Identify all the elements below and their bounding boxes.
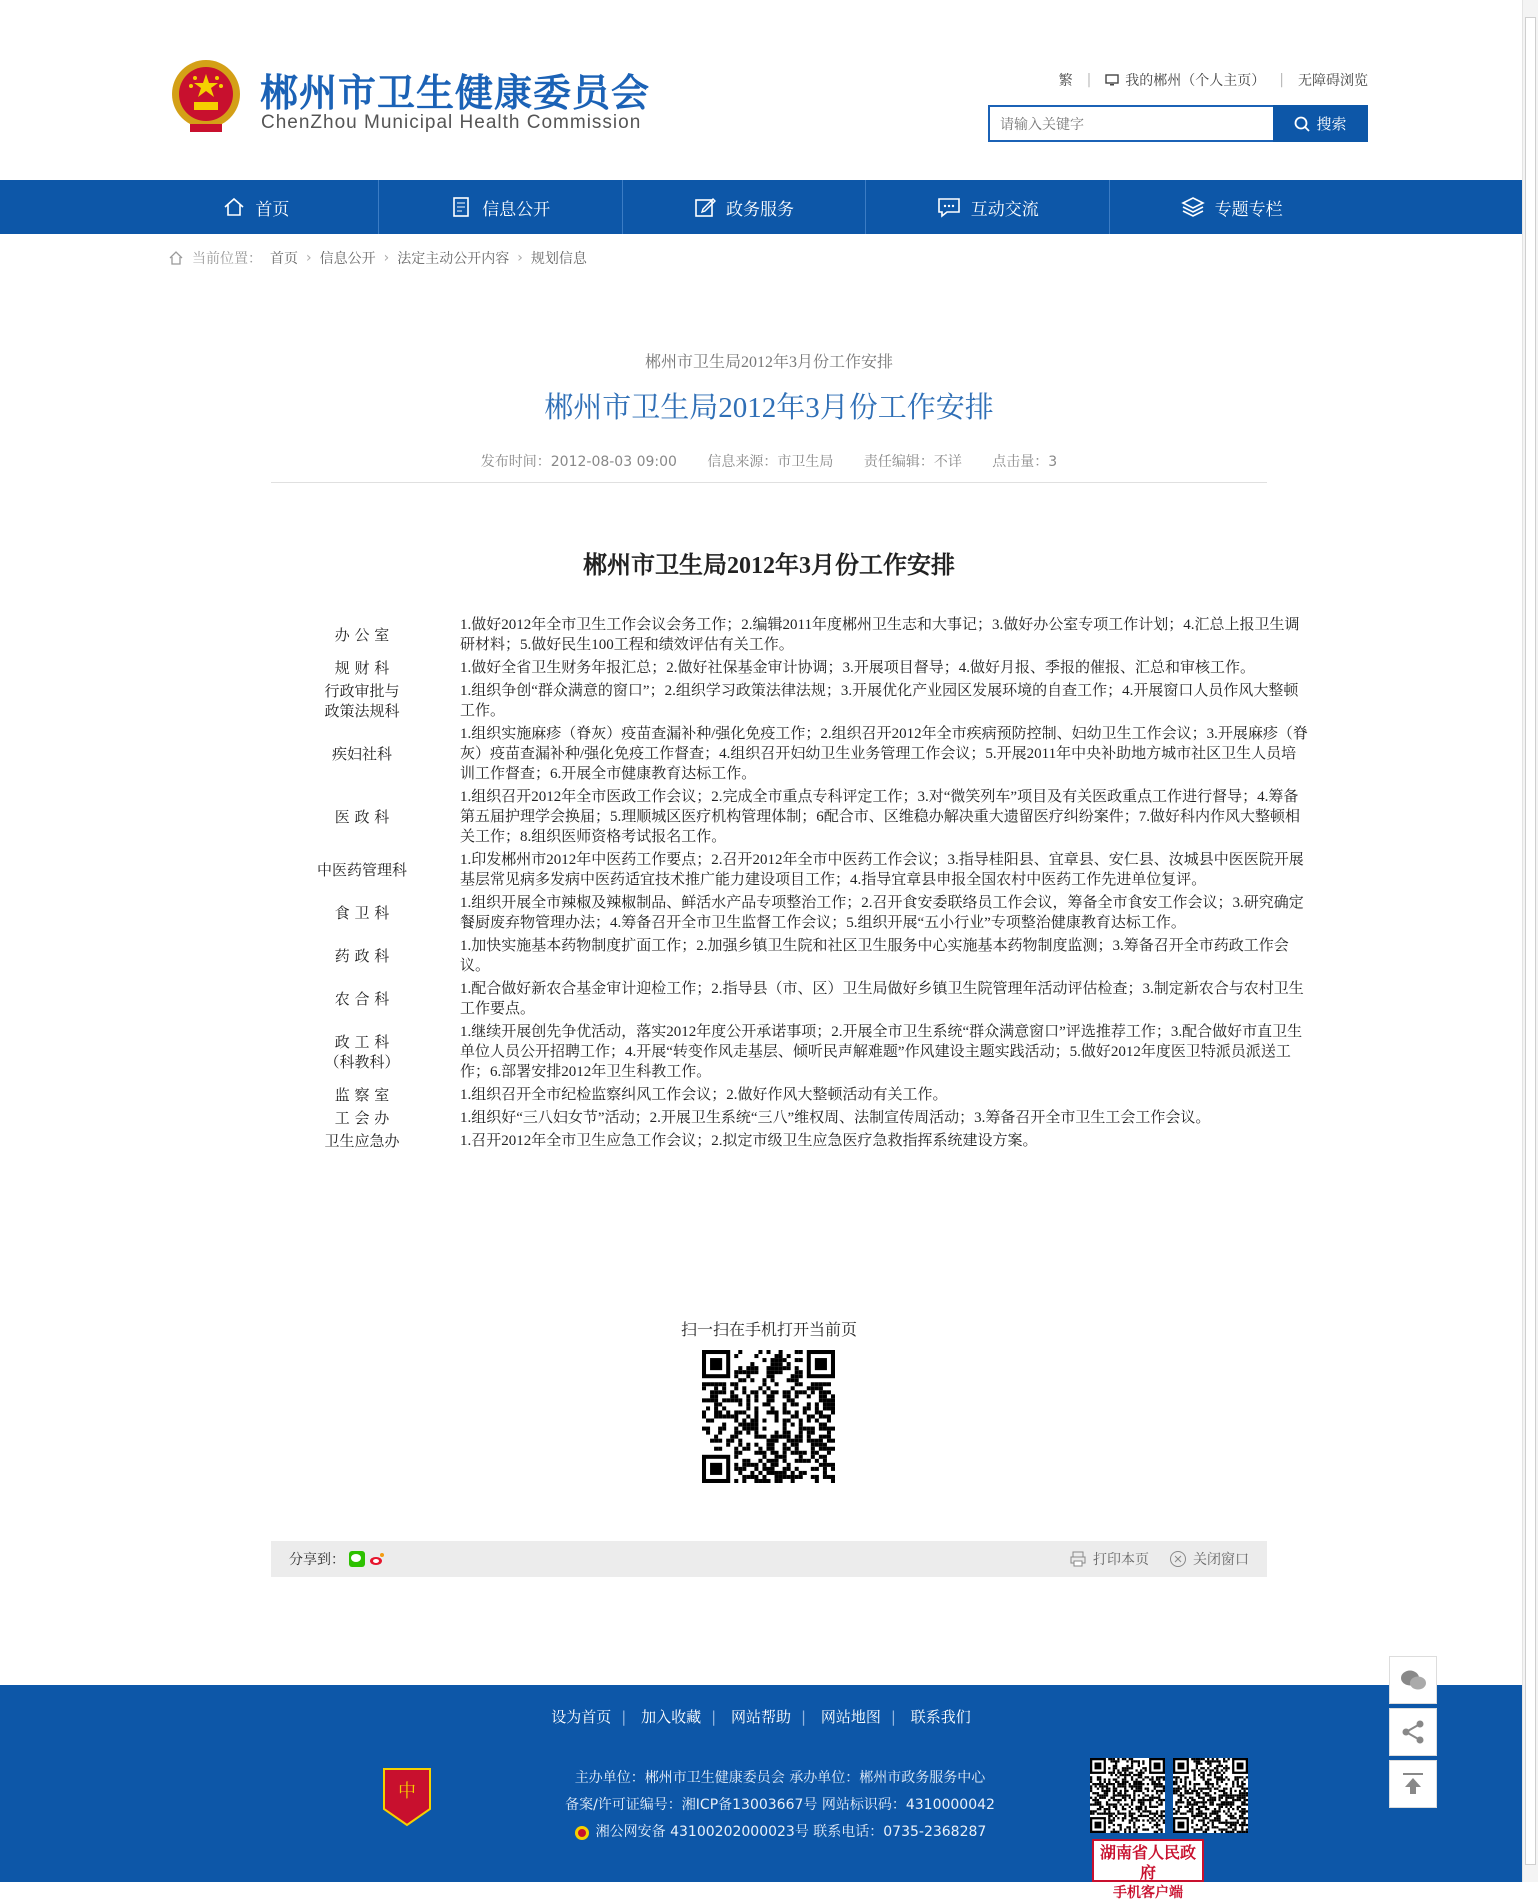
footer-link-contact[interactable]: 联系我们 — [910, 1708, 971, 1726]
breadcrumb-prefix: 当前位置： — [192, 251, 262, 267]
qr-code-icon — [1090, 1758, 1165, 1833]
gov-app-line1: 湖南省人民政府 — [1099, 1843, 1196, 1882]
footer-icp: 备案/许可证编号：湘ICP备13003667号 网站标识码：4310000042 — [565, 1797, 995, 1813]
side-float-buttons — [1389, 1656, 1437, 1812]
printer-icon — [1069, 1550, 1087, 1568]
footer-police-text: 湘公网安备 43100202000023号 联系电话：0735-2368287 — [595, 1824, 987, 1840]
share-button[interactable] — [1389, 1708, 1437, 1756]
task-text: 1.印发郴州市2012年中医药工作要点；2.召开2012年全市中医药工作会议；3.指导桂阳县、宜章县、安仁县、汝城县中医医院开展基层常见病多发病中医药适宜技术推广能力建设项目工作；4.指导宜章县申报全国农村中医药工作先进单位复评。 — [460, 852, 1304, 888]
scroll-thumb[interactable] — [1525, 17, 1536, 1865]
home-icon — [223, 196, 245, 218]
publish-time: 发布时间：2012-08-03 09:00 — [480, 454, 677, 470]
site-header — [0, 0, 1538, 180]
nav-item-label: 政务服务 — [725, 199, 794, 220]
wechat-icon[interactable] — [349, 1551, 365, 1567]
task-row — [300, 1085, 1310, 1105]
site-title[interactable]: 郴州市卫生健康委员会 — [260, 71, 651, 115]
nav-item-special-topics[interactable] — [1110, 180, 1353, 234]
document-icon — [450, 196, 472, 218]
search-icon — [1294, 116, 1310, 132]
chevron-right-icon: › — [517, 250, 523, 266]
task-dept: 工 会 办 — [334, 1109, 390, 1127]
divider: | — [1086, 72, 1092, 88]
task-text: 1.加快实施基本药物制度扩面工作；2.加强乡镇卫生院和社区卫生服务中心实施基本药物制度监测；3.筹备召开全市药政工作会议。 — [460, 938, 1289, 974]
click-count: 点击量：3 — [992, 454, 1058, 470]
task-dept: 卫生应急办 — [324, 1132, 400, 1150]
task-dept: 行政审批与 政策法规科 — [324, 682, 400, 720]
task-row — [300, 1022, 1310, 1082]
task-dept: 监 察 室 — [334, 1086, 390, 1104]
print-label: 打印本页 — [1093, 1552, 1149, 1568]
wechat-share-button[interactable] — [1389, 1656, 1437, 1704]
search-input[interactable] — [988, 105, 1273, 142]
chevron-right-icon: › — [306, 250, 312, 266]
search-box — [988, 105, 1368, 142]
footer-police — [520, 1819, 1040, 1846]
task-text: 1.召开2012年全市卫生应急工作会议；2.拟定市级卫生应急医疗急救指挥系统建设方案。 — [460, 1133, 1038, 1149]
home-icon — [168, 250, 184, 266]
gov-app-line2: 手机客户端 — [1113, 1885, 1183, 1901]
task-text: 1.组织召开全市纪检监察纠风工作会议；2.做好作风大整顿活动有关工作。 — [460, 1087, 948, 1103]
svg-text:中: 中 — [398, 1781, 416, 1802]
breadcrumb-item-planning[interactable]: 规划信息 — [530, 251, 587, 267]
arrow-up-icon — [1400, 1771, 1426, 1797]
back-to-top-button[interactable] — [1389, 1760, 1437, 1808]
footer-info — [520, 1765, 1040, 1846]
wechat-icon — [1399, 1668, 1427, 1692]
party-gov-badge-icon[interactable] — [380, 1765, 434, 1829]
nav-item-info-disclosure[interactable] — [379, 180, 623, 234]
nav-item-home[interactable] — [135, 180, 379, 234]
my-chenzhou-link[interactable] — [1105, 70, 1265, 90]
task-row — [300, 979, 1310, 1019]
task-text: 1.组织争创“群众满意的窗口”；2.组织学习政策法律法规；3.开展优化产业园区发展环境的自查工作；4.开展窗口人员作风大整顿工作。 — [460, 683, 1299, 719]
nav-item-label: 专题专栏 — [1214, 199, 1283, 220]
task-row — [300, 893, 1310, 933]
source: 信息来源：市卫生局 — [707, 454, 834, 470]
breadcrumb-item-statutory[interactable]: 法定主动公开内容 — [397, 251, 510, 267]
task-row — [300, 936, 1310, 976]
national-emblem-icon — [168, 54, 244, 136]
search-button-label: 搜索 — [1316, 115, 1347, 133]
footer-link-sitemap[interactable]: 网站地图 — [820, 1708, 881, 1726]
close-icon — [1169, 1550, 1187, 1568]
editor: 责任编辑：不详 — [863, 454, 962, 470]
task-text: 1.组织实施麻疹（脊灰）疫苗查漏补种/强化免疫工作；2.组织召开2012年全市疾病预防控制、妇幼卫生工作会议；3.开展麻疹（脊灰）疫苗查漏补种/强化免疫工作督查；4.组织召开妇幼卫生业务管理工作会议；5.开展2011年中央补助地方城市社区卫生人员培训工作督查；6.开展全市健康教育达标工作。 — [460, 726, 1308, 782]
chat-icon — [937, 196, 961, 218]
nav-item-label: 互动交流 — [970, 199, 1039, 220]
search-button[interactable] — [1273, 105, 1368, 142]
task-text: 1.组织召开2012年全市医政工作会议；2.完成全市重点专科评定工作；3.对“微笑列车”项目及有关医政重点工作进行督导；4.筹备第五届护理学会换届；5.理顺城区医疗机构管理体制；6配合市、区维稳办解决重大遗留医疗纠纷案件；7.做好科内作风大整顿相关工作；8.组织医师资格考试报名工作。 — [460, 789, 1301, 845]
article-subtitle: 郴州市卫生局2012年3月份工作安排 — [644, 354, 893, 371]
task-dept: 农 合 科 — [334, 990, 390, 1008]
task-row — [300, 724, 1310, 784]
close-label: 关闭窗口 — [1193, 1552, 1249, 1568]
hunan-gov-app-badge[interactable] — [1092, 1839, 1204, 1901]
task-dept: 食 卫 科 — [334, 904, 390, 922]
task-dept: 办 公 室 — [334, 626, 390, 644]
task-text: 1.做好全省卫生财务年报汇总；2.做好社保基金审计协调；3.开展项目督导；4.做好月报、季报的催报、汇总和审核工作。 — [460, 660, 1256, 676]
breadcrumb-item-info[interactable]: 信息公开 — [319, 251, 376, 267]
qr-code-icon — [702, 1350, 835, 1483]
police-badge-icon — [574, 1825, 590, 1841]
task-text: 1.配合做好新农合基金审计迎检工作；2.指导县（市、区）卫生局做好乡镇卫生院管理年活动评估检查；3.制定新农合与农村卫生工作要点。 — [460, 981, 1304, 1017]
top-links — [1059, 70, 1368, 90]
site-subtitle: ChenZhou Municipal Health Commission — [261, 112, 642, 133]
main-nav — [0, 180, 1522, 234]
task-table — [300, 615, 1310, 1154]
footer-links: 设为首页 | 加入收藏 | 网站帮助 | 网站地图 | 联系我们 — [551, 1708, 971, 1726]
divider — [271, 482, 1267, 483]
traditional-chinese-link[interactable]: 繁 — [1058, 73, 1073, 89]
task-text: 1.做好2012年全市卫生工作会议会务工作；2.编辑2011年度郴州卫生志和大事记；3.做好办公室专项工作计划；4.汇总上报卫生调研材料；5.做好民生100工程和绩效评估有关工作。 — [460, 617, 1300, 653]
article-meta — [0, 451, 1538, 471]
share-bar — [271, 1541, 1267, 1577]
task-dept: 中医药管理科 — [316, 861, 407, 879]
my-chenzhou-label: 我的郴州（个人主页） — [1125, 73, 1266, 89]
task-row — [300, 1108, 1310, 1128]
close-window-button[interactable] — [1169, 1549, 1249, 1569]
share-icon — [1400, 1719, 1426, 1745]
accessibility-link[interactable]: 无障碍浏览 — [1298, 73, 1368, 89]
nav-item-gov-services[interactable] — [623, 180, 867, 234]
qr-label: 扫一扫在手机打开当前页 — [680, 1320, 857, 1339]
task-row — [300, 681, 1310, 721]
footer-link-help[interactable]: 网站帮助 — [730, 1708, 791, 1726]
article-title: 郴州市卫生局2012年3月份工作安排 — [544, 392, 994, 424]
layers-icon — [1181, 196, 1205, 218]
breadcrumb — [168, 248, 587, 268]
print-button[interactable] — [1069, 1549, 1149, 1569]
body-title: 郴州市卫生局2012年3月份工作安排 — [583, 553, 955, 579]
weibo-icon[interactable] — [369, 1551, 385, 1567]
footer-link-set-home[interactable]: 设为首页 — [551, 1708, 612, 1726]
task-row — [300, 787, 1310, 847]
nav-item-interaction[interactable] — [866, 180, 1110, 234]
footer-sponsor: 主办单位：郴州市卫生健康委员会 承办单位：郴州市政务服务中心 — [574, 1770, 986, 1786]
chevron-right-icon: › — [383, 250, 390, 266]
share-label: 分享到： — [289, 1552, 345, 1568]
task-dept: 政 工 科 （科教科） — [324, 1033, 400, 1071]
task-text: 1.组织开展全市辣椒及辣椒制品、鲜活水产品专项整治工作；2.召开食安委联络员工作会议，筹备全市食安工作会议；3.研究确定餐厨废弃物管理办法；4.筹备召开全市卫生监督工作会议；5.组织开展“五小行业”专项整治健康教育达标工作。 — [460, 895, 1304, 931]
scrollbar[interactable] — [1522, 0, 1538, 1882]
task-row — [300, 850, 1310, 890]
task-dept: 药 政 科 — [334, 947, 390, 965]
task-dept: 疾妇社科 — [331, 745, 392, 763]
task-dept: 规 财 科 — [334, 659, 390, 677]
qr-code-icon — [1173, 1758, 1248, 1833]
task-text: 1.组织好“三八妇女节”活动；2.开展卫生系统“三八”维权周、法制宣传周活动；3.筹备召开全市卫生工会工作会议。 — [460, 1110, 1211, 1126]
task-row — [300, 658, 1310, 678]
task-row — [300, 1131, 1310, 1151]
task-row — [300, 615, 1310, 655]
nav-item-label: 信息公开 — [482, 199, 551, 220]
task-dept: 医 政 科 — [334, 808, 390, 826]
edit-icon — [694, 196, 716, 218]
footer-link-favorite[interactable]: 加入收藏 — [641, 1708, 702, 1726]
breadcrumb-item-home[interactable]: 首页 — [270, 251, 298, 267]
site-footer — [0, 1685, 1522, 1901]
nav-item-label: 首页 — [255, 199, 290, 220]
divider: | — [1279, 72, 1284, 88]
task-text: 1.继续开展创先争优活动，落实2012年度公开承诺事项；2.开展全市卫生系统“群众满意窗口”评选推荐工作；3.配合做好市直卫生单位人员公开招聘工作；4.开展“转变作风走基层、倾听民声解难题”作风建设主题实践活动；5.做好2012年度医卫特派员派送工作；6.部署安排2012年卫生科教工作。 — [460, 1024, 1303, 1080]
monitor-icon — [1105, 74, 1119, 86]
